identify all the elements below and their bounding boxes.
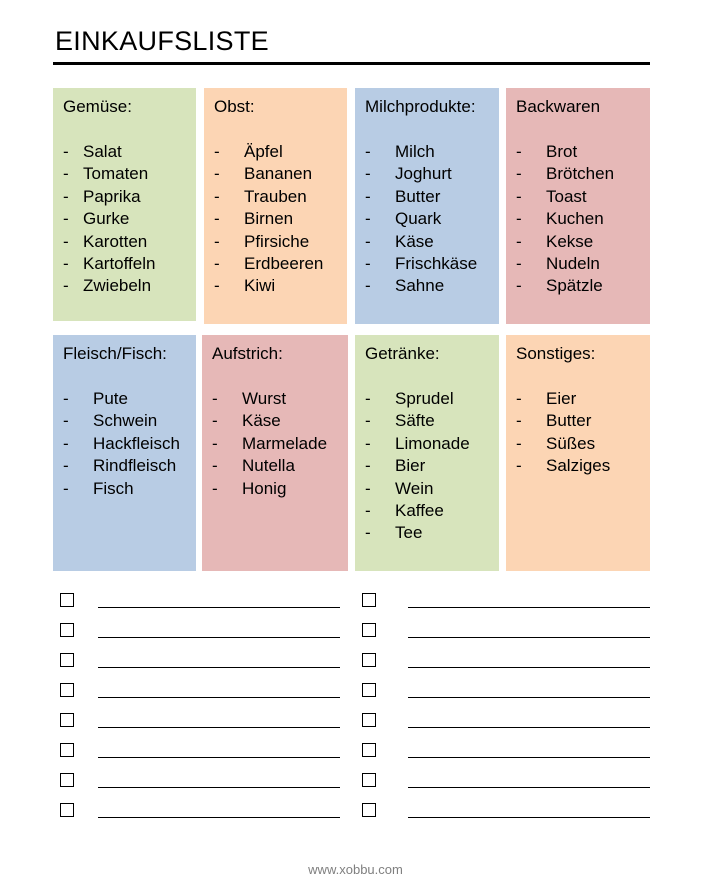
checkbox[interactable] (362, 623, 376, 637)
list-item (63, 231, 196, 253)
write-in-line[interactable] (408, 637, 650, 638)
item-label: Rindfleisch (93, 456, 177, 476)
item-label: Pute (93, 389, 128, 408)
list-item (214, 253, 347, 275)
list-bullet-dash: - (365, 186, 371, 206)
item-label: Toast (546, 186, 587, 206)
page-title: EINKAUFSLISTE (55, 26, 269, 56)
list-item (365, 500, 499, 522)
list-item (63, 141, 196, 163)
item-label: Säfte (395, 411, 435, 431)
list-item (516, 388, 650, 410)
list-bullet-dash: - (212, 433, 218, 453)
checkbox[interactable] (60, 653, 74, 667)
category-box-milchprodukte (355, 88, 499, 324)
item-label: Sprudel (395, 389, 454, 408)
list-item (214, 163, 347, 185)
checkbox[interactable] (362, 713, 376, 727)
item-label: Pfirsiche (244, 231, 310, 251)
item-label: Bananen (244, 164, 313, 184)
list-bullet-dash: - (214, 164, 220, 184)
item-label: Frischkäse (395, 253, 478, 273)
list-item (63, 253, 196, 275)
category-heading: Fleisch/Fisch: (63, 344, 167, 363)
item-label: Süßes (546, 433, 596, 453)
category-heading: Aufstrich: (212, 344, 283, 363)
category-items (516, 388, 650, 478)
list-bullet-dash: - (516, 276, 522, 296)
item-label: Quark (395, 209, 442, 229)
write-in-line[interactable] (98, 727, 340, 728)
list-bullet-dash: - (212, 411, 218, 431)
list-bullet-dash: - (516, 389, 522, 408)
category-box-sonstiges (506, 335, 650, 571)
write-in-line[interactable] (98, 607, 340, 608)
list-bullet-dash: - (212, 478, 218, 498)
list-item (214, 186, 347, 208)
category-heading: Backwaren (516, 97, 601, 116)
item-label: Gurke (83, 209, 130, 229)
list-item (516, 186, 650, 208)
list-item (516, 231, 650, 253)
list-bullet-dash: - (365, 500, 371, 520)
list-item (365, 186, 499, 208)
footer-url: www.xobbu.com (308, 862, 403, 877)
list-bullet-dash: - (365, 253, 371, 273)
category-box-backwaren (506, 88, 650, 324)
category-items (365, 141, 499, 298)
item-label: Kartoffeln (83, 253, 156, 273)
list-item (516, 141, 650, 163)
item-label: Brötchen (546, 164, 615, 184)
list-item (365, 163, 499, 185)
item-label: Marmelade (242, 433, 328, 453)
list-item (63, 455, 196, 477)
list-bullet-dash: - (516, 164, 522, 184)
checkbox[interactable] (362, 593, 376, 607)
list-bullet-dash: - (516, 456, 522, 476)
item-label: Nutella (242, 456, 295, 476)
list-bullet-dash: - (516, 253, 522, 273)
write-in-line[interactable] (98, 667, 340, 668)
list-item (365, 231, 499, 253)
checkbox[interactable] (60, 803, 74, 817)
list-item (365, 455, 499, 477)
list-bullet-dash: - (214, 142, 220, 161)
item-label: Sahne (395, 276, 445, 296)
list-bullet-dash: - (516, 186, 522, 206)
list-bullet-dash: - (63, 276, 69, 296)
item-label: Joghurt (395, 164, 452, 184)
category-box-aufstrich (202, 335, 348, 571)
category-box-gemuese (53, 88, 196, 321)
list-bullet-dash: - (214, 231, 220, 251)
list-item (212, 388, 348, 410)
item-label: Karotten (83, 231, 148, 251)
list-item (516, 433, 650, 455)
checkbox[interactable] (60, 743, 74, 757)
list-item (365, 208, 499, 230)
list-bullet-dash: - (365, 456, 371, 476)
checkbox[interactable] (362, 683, 376, 697)
list-item (365, 478, 499, 500)
write-in-line[interactable] (408, 787, 650, 788)
list-bullet-dash: - (63, 186, 69, 206)
item-label: Kekse (546, 231, 594, 251)
item-label: Hackfleisch (93, 433, 180, 453)
list-item (365, 522, 499, 544)
item-label: Kiwi (244, 276, 276, 296)
list-item (63, 208, 196, 230)
list-bullet-dash: - (63, 478, 69, 498)
list-bullet-dash: - (63, 411, 69, 431)
category-heading: Obst: (214, 97, 255, 116)
list-item (365, 253, 499, 275)
item-label: Spätzle (546, 276, 603, 296)
list-item (365, 433, 499, 455)
checkbox[interactable] (60, 713, 74, 727)
list-item (516, 455, 650, 477)
item-label: Bier (395, 456, 426, 476)
list-bullet-dash: - (365, 231, 371, 251)
list-item (63, 388, 196, 410)
list-item (214, 275, 347, 297)
checkbox[interactable] (362, 653, 376, 667)
item-label: Nudeln (546, 253, 600, 273)
list-item (63, 275, 196, 297)
category-items (63, 141, 196, 298)
list-bullet-dash: - (516, 433, 522, 453)
item-label: Kuchen (546, 209, 604, 229)
checkbox[interactable] (60, 593, 74, 607)
item-label: Fisch (93, 478, 134, 498)
list-bullet-dash: - (365, 164, 371, 184)
list-item (214, 208, 347, 230)
item-label: Tee (395, 523, 423, 543)
list-item (365, 275, 499, 297)
write-in-line[interactable] (98, 637, 340, 638)
write-in-line[interactable] (98, 817, 340, 818)
list-bullet-dash: - (516, 411, 522, 431)
item-label: Milch (395, 142, 435, 161)
list-bullet-dash: - (516, 231, 522, 251)
write-in-line[interactable] (408, 607, 650, 608)
list-bullet-dash: - (63, 209, 69, 229)
category-box-obst (204, 88, 347, 324)
write-in-line[interactable] (408, 817, 650, 818)
list-item (516, 410, 650, 432)
category-box-getraenke (355, 335, 499, 571)
item-label: Butter (395, 186, 441, 206)
list-item (63, 163, 196, 185)
list-bullet-dash: - (214, 276, 220, 296)
checkbox[interactable] (60, 773, 74, 787)
write-in-line[interactable] (98, 697, 340, 698)
write-in-line[interactable] (408, 667, 650, 668)
list-item (365, 141, 499, 163)
category-heading: Gemüse: (63, 97, 132, 116)
list-item (214, 141, 347, 163)
list-item (63, 433, 196, 455)
list-bullet-dash: - (365, 142, 371, 161)
category-items (63, 388, 196, 500)
item-label: Limonade (395, 433, 470, 453)
item-label: Eier (546, 389, 577, 408)
list-item (365, 388, 499, 410)
item-label: Brot (546, 142, 578, 161)
list-bullet-dash: - (365, 523, 371, 543)
item-label: Wurst (242, 389, 287, 408)
list-bullet-dash: - (365, 433, 371, 453)
write-in-line[interactable] (408, 727, 650, 728)
list-item (212, 433, 348, 455)
list-bullet-dash: - (63, 164, 69, 184)
item-label: Tomaten (83, 164, 149, 184)
item-label: Käse (242, 411, 281, 431)
list-bullet-dash: - (516, 209, 522, 229)
list-item (516, 208, 650, 230)
list-bullet-dash: - (214, 209, 220, 229)
write-in-line[interactable] (408, 697, 650, 698)
list-bullet-dash: - (63, 231, 69, 251)
list-item (63, 478, 196, 500)
list-bullet-dash: - (365, 389, 371, 408)
category-heading: Sonstiges: (516, 344, 596, 363)
item-label: Zwiebeln (83, 276, 152, 296)
list-bullet-dash: - (365, 478, 371, 498)
title-divider (53, 62, 650, 65)
list-bullet-dash: - (63, 433, 69, 453)
list-item (212, 455, 348, 477)
category-items (214, 141, 347, 298)
item-label: Kaffee (395, 500, 444, 520)
item-label: Wein (395, 478, 434, 498)
category-box-fleisch-fisch (53, 335, 196, 571)
list-item (63, 186, 196, 208)
list-bullet-dash: - (365, 276, 371, 296)
category-items (516, 141, 650, 298)
list-bullet-dash: - (212, 389, 218, 408)
item-label: Salat (83, 142, 122, 161)
list-item (365, 410, 499, 432)
category-heading: Getränke: (365, 344, 440, 363)
list-bullet-dash: - (365, 411, 371, 431)
list-bullet-dash: - (365, 209, 371, 229)
list-bullet-dash: - (63, 142, 69, 161)
checkbox[interactable] (60, 683, 74, 697)
write-in-line[interactable] (98, 757, 340, 758)
list-item (516, 253, 650, 275)
list-bullet-dash: - (214, 253, 220, 273)
category-items (365, 388, 499, 545)
item-label: Paprika (83, 186, 141, 206)
list-bullet-dash: - (214, 186, 220, 206)
checkbox[interactable] (362, 773, 376, 787)
checkbox[interactable] (362, 803, 376, 817)
category-items (212, 388, 348, 500)
item-label: Butter (546, 411, 592, 431)
list-bullet-dash: - (63, 456, 69, 476)
write-in-line[interactable] (98, 787, 340, 788)
write-in-line[interactable] (408, 757, 650, 758)
item-label: Honig (242, 478, 287, 498)
list-bullet-dash: - (212, 456, 218, 476)
category-heading: Milchprodukte: (365, 97, 476, 116)
list-item (214, 231, 347, 253)
list-bullet-dash: - (63, 253, 69, 273)
item-label: Käse (395, 231, 434, 251)
list-item (516, 275, 650, 297)
list-item (516, 163, 650, 185)
list-bullet-dash: - (63, 389, 69, 408)
item-label: Erdbeeren (244, 253, 324, 273)
checkbox[interactable] (60, 623, 74, 637)
item-label: Salziges (546, 456, 611, 476)
item-label: Birnen (244, 209, 294, 229)
list-item (212, 478, 348, 500)
checkbox[interactable] (362, 743, 376, 757)
list-bullet-dash: - (516, 142, 522, 161)
list-item (63, 410, 196, 432)
item-label: Trauben (244, 186, 307, 206)
list-item (212, 410, 348, 432)
item-label: Äpfel (244, 142, 283, 161)
item-label: Schwein (93, 411, 158, 431)
